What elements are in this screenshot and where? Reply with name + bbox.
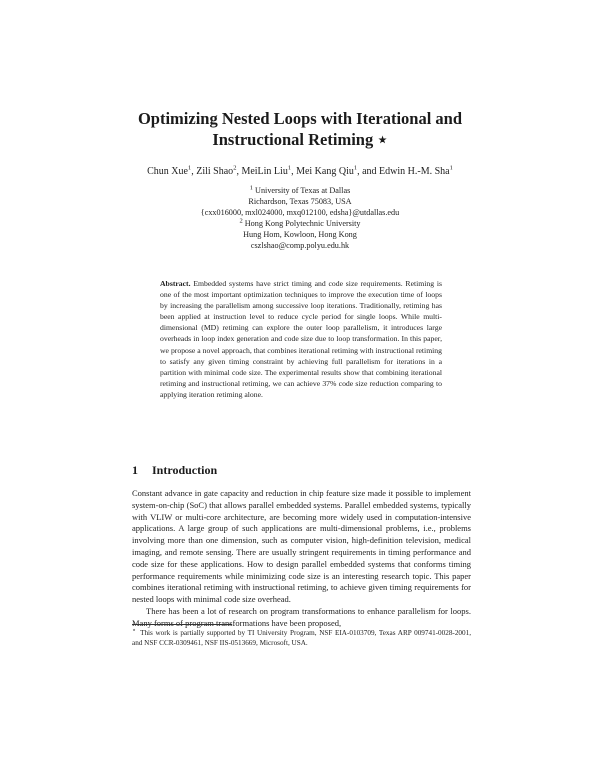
footnote-text: This work is partially supported by TI University Program, NSF EIA-0103709, Texas ARP 009741-0028-2001, and NSF CCR-0309461, NSF IIS-0513669, Microsoft, USA. <box>132 629 471 647</box>
author: and Edwin H.-M. Sha$^1$ <box>362 164 453 177</box>
affiliation-2-name: $^2$ Hong Kong Polytechnic University <box>239 217 361 228</box>
title-line-1: Optimizing Nested Loops with Iterational and <box>137 109 463 128</box>
paper-title <box>60 108 540 150</box>
footnote-rule <box>132 624 232 625</box>
paragraph: There has been a lot of research on program transformations to enhance parallelism for loops. Many forms of program transformations have been proposed, <box>132 605 471 628</box>
author: Chun Xue$^1$, <box>147 164 194 177</box>
author-list <box>60 165 540 178</box>
paragraph: Constant advance in gate capacity and reduction in chip feature size made it possible to implement system-on-chip (SoC) that allows parallel embedded systems. Parallel embedded systems, typically with VLIW or multi-core architecture, are becoming more widely used in computation-intensive applications. A large group of such applications are multi-dimensional problems, i.e., problems involving more than one dimension, such as computer vision, high-definition television, medical imaging, and remote sensing. There are usually stringent requirements in timing performance and code size for these applications. How to design parallel embedded systems that conforms timing performance requirements while minimizing code size is an interesting research topic. This paper combines iterational retiming with instructional retiming, to achieve given timing requirements for nested loops with minimal code size overhead. <box>132 488 471 605</box>
body-text <box>132 488 471 630</box>
title-line-2: Instructional Retiming ⋆ <box>212 130 388 149</box>
affiliation-1-address: Richardson, Texas 75083, USA <box>248 197 352 206</box>
author: Mei Kang Qiu$^1$, <box>296 164 360 177</box>
affiliation-2-address: Hung Hom, Kowloon, Hong Kong <box>243 230 357 239</box>
footnote <box>132 628 471 648</box>
affiliation-2-email: cszlshao@comp.polyu.edu.hk <box>250 241 350 250</box>
affiliations <box>120 185 480 251</box>
affiliation-1-name: $^1$ University of Texas at Dallas <box>249 184 351 195</box>
section-heading <box>132 463 217 478</box>
author: Zili Shao$^2$, <box>196 164 239 177</box>
section-number: 1 <box>132 463 138 477</box>
footnote-mark: ⋆ <box>132 626 137 634</box>
abstract-text: Embedded systems have strict timing and code size requirements. Retiming is one of the most important optimization techniques to improve the execution time of loops by increasing the parallelism among successive loop iterations. Traditionally, retiming has been applied at instruction level to reduce cycle period for single loops. While multi-dimensional (MD) retiming can explore the outer loop parallelism, it introduces large overheads in loop index generation and code size due to loop transformation. In this paper, we propose a novel approach, that combines iterational retiming with instructional retiming to satisfy any given timing constraint by achieving full parallelism for iterations in a partition with minimal code size. The experimental results show that combining iterational retiming and instructional retiming, we can achieve 37% code size reduction comparing to applying iteration retiming alone. <box>160 279 442 399</box>
abstract-label: Abstract. <box>160 279 191 288</box>
abstract <box>160 278 442 400</box>
author: MeiLin Liu$^1$, <box>241 164 294 177</box>
affiliation-1-email: {cxx016000, mxl024000, mxq012100, edsha}@utdallas.edu <box>200 208 400 217</box>
section-title: Introduction <box>152 463 218 477</box>
